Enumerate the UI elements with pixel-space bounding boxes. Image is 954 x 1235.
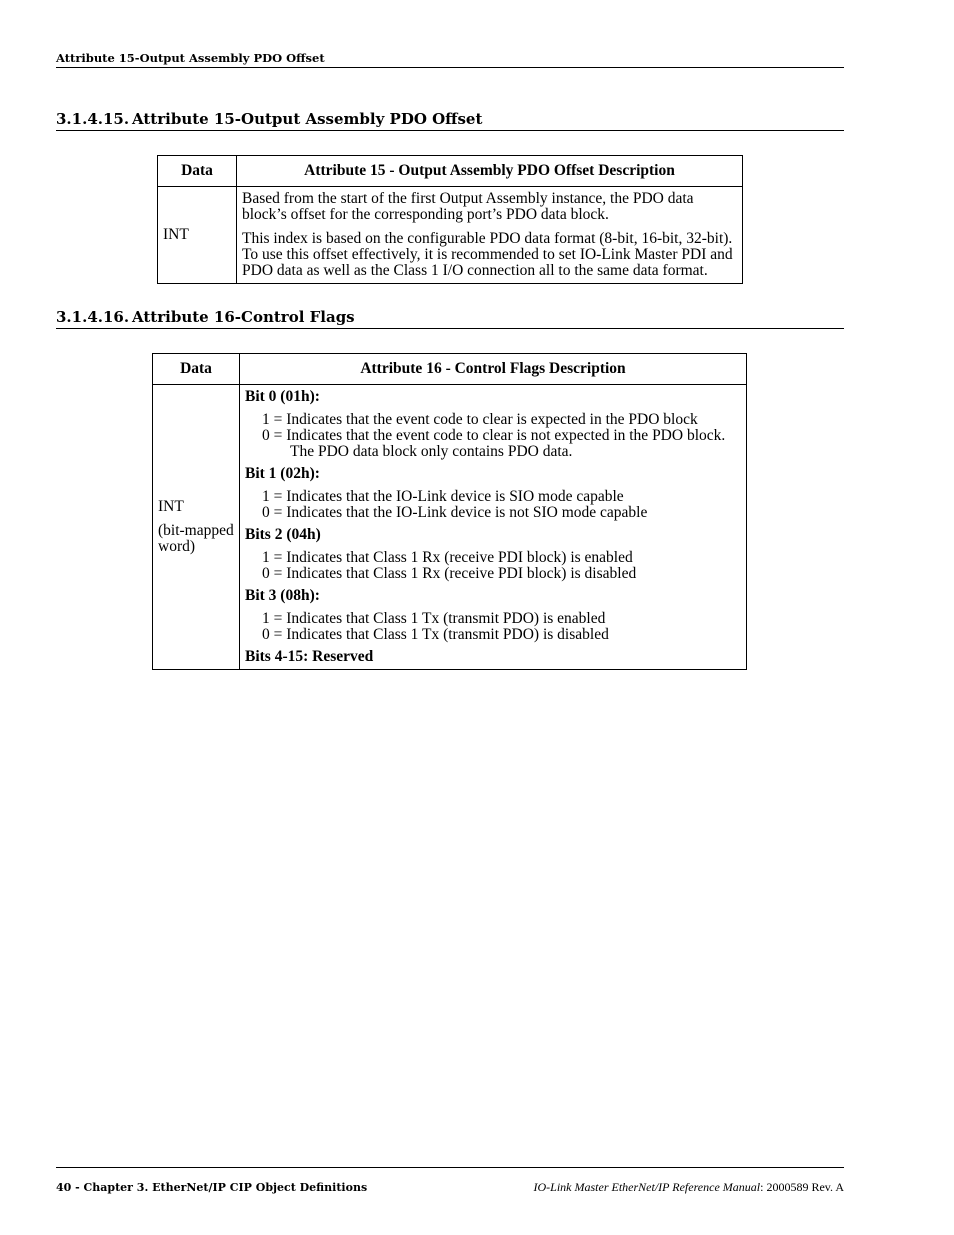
data-type-cell: INT [158, 187, 237, 284]
table-header-row [153, 354, 747, 385]
section-number: 3.1.4.15. [56, 110, 130, 128]
manual-title: IO-Link Master EtherNet/IP Reference Manual [533, 1180, 761, 1194]
section-title: Attribute 15-Output Assembly PDO Offset [132, 110, 483, 128]
section-heading-15 [56, 110, 482, 128]
data-type: INT [158, 498, 184, 515]
bit-list [245, 412, 742, 460]
list-item: 1 = Indicates that the event code to clear is expected in the PDO block [262, 411, 698, 428]
section-title: Attribute 16-Control Flags [132, 308, 355, 326]
list-item: 0 = Indicates that Class 1 Tx (transmit PDO) is disabled [262, 626, 609, 643]
bit-heading: Bits 2 (04h) [245, 526, 321, 543]
table-header-row [158, 156, 743, 187]
section-rule [56, 328, 844, 329]
table-row [158, 187, 743, 284]
section-number: 3.1.4.16. [56, 308, 130, 326]
data-type-cell [153, 385, 240, 670]
attribute-16-table [152, 353, 747, 670]
bit-list [245, 611, 742, 643]
description-cell [240, 385, 747, 670]
column-header-data: Data [153, 354, 240, 385]
list-item: 0 = Indicates that Class 1 Rx (receive PDI block) is disabled [262, 565, 637, 582]
description-paragraph: Based from the start of the first Output Assembly instance, the PDO data block’s offset for the corresponding port’s PDO data block. [242, 190, 694, 223]
section-heading-16 [56, 308, 355, 326]
list-item: 0 = Indicates that the IO-Link device is not SIO mode capable [262, 504, 648, 521]
description-cell [237, 187, 743, 284]
bit-heading: Bit 3 (08h): [245, 587, 320, 604]
column-header-data: Data [158, 156, 237, 187]
footer-manual-reference [534, 1180, 845, 1195]
manual-revision: : 2000589 Rev. A [760, 1180, 844, 1194]
list-item: 1 = Indicates that the IO-Link device is SIO mode capable [262, 488, 624, 505]
running-header: Attribute 15-Output Assembly PDO Offset [56, 51, 325, 65]
list-item: 0 = Indicates that the event code to clear is not expected in the PDO block. The PDO data block only contains PDO data. [262, 427, 726, 460]
attribute-15-table [157, 155, 743, 284]
header-rule [56, 67, 844, 68]
list-item: 1 = Indicates that Class 1 Rx (receive PDI block) is enabled [262, 549, 633, 566]
bit-list [245, 550, 742, 582]
column-header-description: Attribute 16 - Control Flags Description [240, 354, 747, 385]
bit-list [245, 489, 742, 521]
footer-page-label: 40 - Chapter 3. EtherNet/IP CIP Object Definitions [56, 1181, 368, 1194]
bit-heading: Bit 0 (01h): [245, 388, 320, 405]
table-row [153, 385, 747, 670]
footer-rule [56, 1167, 844, 1168]
reserved-bits: Bits 4-15: Reserved [245, 648, 374, 665]
data-type-note: (bit-mapped word) [158, 522, 234, 555]
column-header-description: Attribute 15 - Output Assembly PDO Offset Description [237, 156, 743, 187]
bit-heading: Bit 1 (02h): [245, 465, 320, 482]
section-rule [56, 130, 844, 131]
list-item: 1 = Indicates that Class 1 Tx (transmit PDO) is enabled [262, 610, 606, 627]
description-paragraph: This index is based on the configurable PDO data format (8-bit, 16-bit, 32-bit). To use this offset effectively, it is recommended to set IO-Link Master PDI and PDO data as well as the Class 1 I/O connection all to the same data format. [242, 230, 733, 279]
